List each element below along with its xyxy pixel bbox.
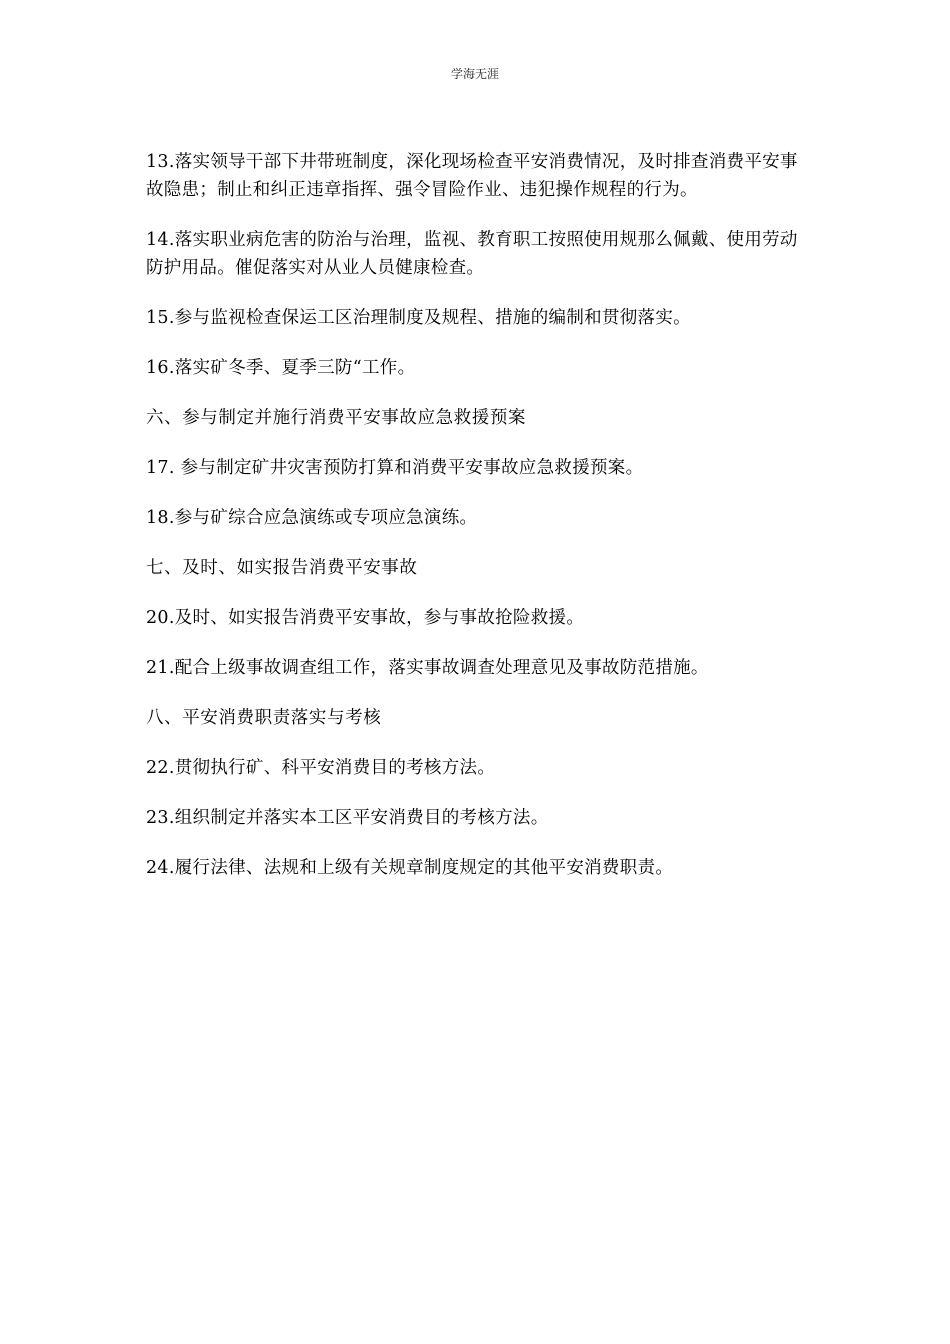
section-heading-7: 七、及时、如实报告消费平安事故 xyxy=(146,558,418,578)
document-body xyxy=(146,148,806,904)
paragraph-item-16: 16.落实矿冬季、夏季三防“工作。 xyxy=(146,358,416,378)
paragraph-item-15: 15.参与监视检查保运工区治理制度及规程、措施的编制和贯彻落实。 xyxy=(146,308,691,328)
paragraph-item-13: 13.落实领导干部下井带班制度，深化现场检查平安消费情况，及时排查消费平安事故隐患；制止和纠正违章指挥、强令冒险作业、违犯操作规程的行为。 xyxy=(146,152,798,200)
paragraph-item-24: 24.履行法律、法规和上级有关规章制度规定的其他平安消费职责。 xyxy=(146,858,674,878)
section-heading-6: 六、参与制定并施行消费平安事故应急救援预案 xyxy=(146,408,527,428)
paragraph-item-14: 14.落实职业病危害的防治与治理，监视、教育职工按照使用规那么佩戴、使用劳动防护用品。催促落实对从业人员健康检查。 xyxy=(146,230,798,278)
paragraph-item-23: 23.组织制定并落实本工区平安消费目的考核方法。 xyxy=(146,808,549,828)
page-header: 学海无涯 xyxy=(450,67,499,81)
section-heading-8: 八、平安消费职责落实与考核 xyxy=(146,708,382,728)
paragraph-item-22: 22.贯彻执行矿、科平安消费目的考核方法。 xyxy=(146,758,496,778)
paragraph-item-21: 21.配合上级事故调查组工作，落实事故调查处理意见及事故防范措施。 xyxy=(146,658,709,678)
paragraph-item-18: 18.参与矿综合应急演练或专项应急演练。 xyxy=(146,508,478,528)
paragraph-item-20: 20.及时、如实报告消费平安事故，参与事故抢险救援。 xyxy=(146,608,585,628)
paragraph-item-17: 17. 参与制定矿井灾害预防打算和消费平安事故应急救援预案。 xyxy=(146,458,644,478)
